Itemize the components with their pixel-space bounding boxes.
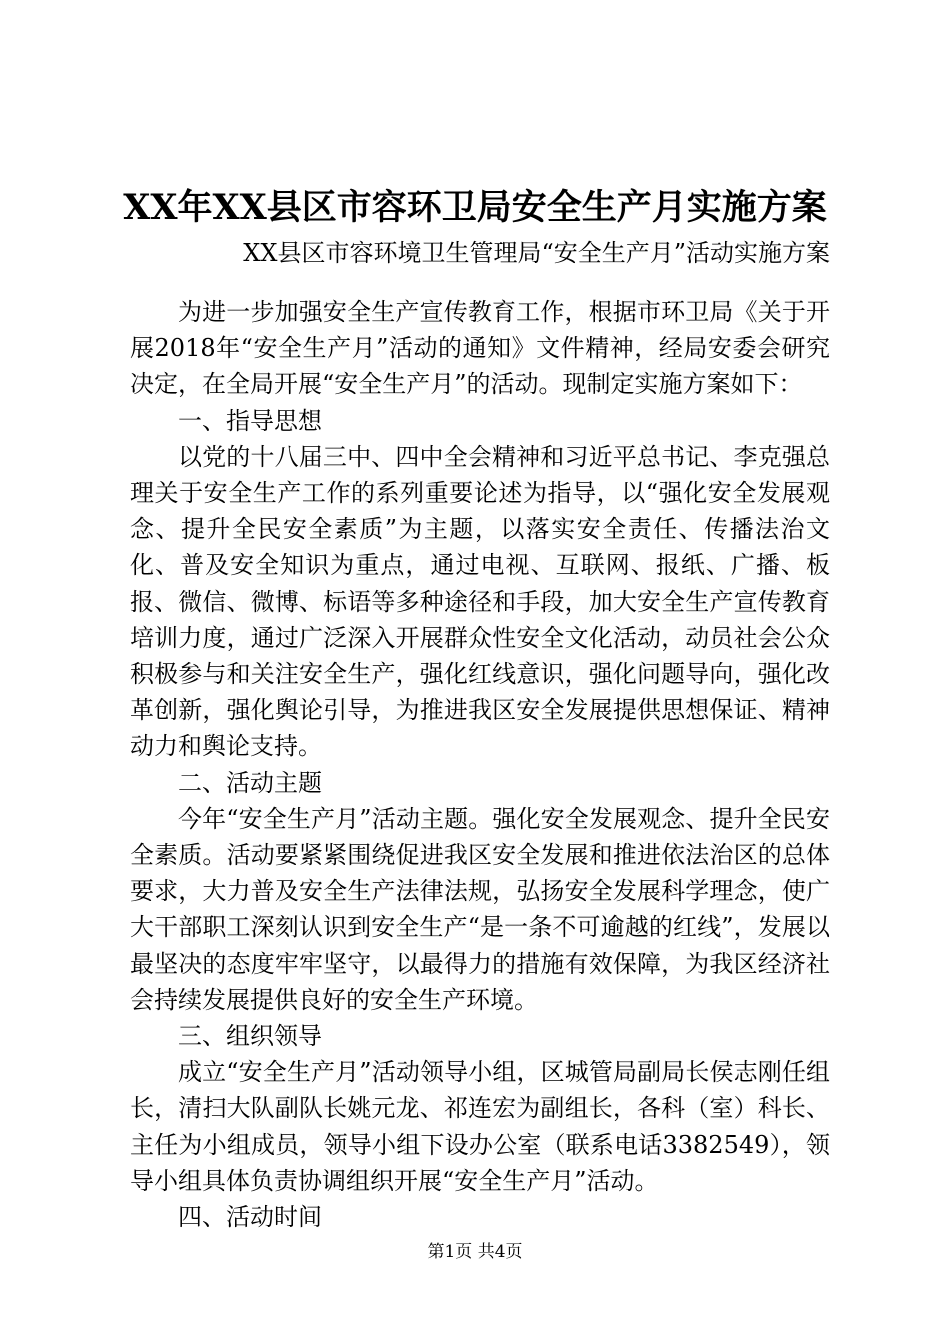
section-heading-4: 四、活动时间 bbox=[178, 1203, 322, 1232]
section-paragraph-2: 今年“安全生产月”活动主题。强化安全发展观念、提升全民安全素质。活动要紧紧围绕促进我区安全发展和推进依法治区的总体要求，大力普及安全生产法律法规，弘扬安全发展科学理念，使广大干部职工深刻认识到安全生产“是一条不可逾越的红线”，发展以最坚决的态度牢牢坚守，以最得力的措施有效保障，为我区经济社会持续发展提供良好的安全生产环境。 bbox=[130, 804, 830, 1014]
section-paragraph-1: 以党的十八届三中、四中全会精神和习近平总书记、李克强总理关于安全生产工作的系列重要论述为指导，以“强化安全发展观念、提升全民安全素质”为主题，以落实安全责任、传播法治文化、普及安全知识为重点，通过电视、互联网、报纸、广播、板报、微信、微博、标语等多种途径和手段，加大安全生产宣传教育培训力度，通过广泛深入开展群众性安全文化活动，动员社会公众积极参与和关注安全生产，强化红线意识，强化问题导向，强化改革创新，强化舆论引导，为推进我区安全发展提供思想保证、精神动力和舆论支持。 bbox=[130, 442, 830, 761]
section-heading-3: 三、组织领导 bbox=[178, 1022, 322, 1051]
intro-paragraph: 为进一步加强安全生产宣传教育工作，根据市环卫局《关于开展2018年“安全生产月”活动的通知》文件精神，经局安委会研究决定，在全局开展“安全生产月”的活动。现制定实施方案如下： bbox=[130, 298, 830, 399]
document-title: XX年XX县区市容环卫局安全生产月实施方案 bbox=[123, 187, 827, 228]
section-heading-2: 二、活动主题 bbox=[178, 768, 322, 797]
section-heading-1: 一、指导思想 bbox=[178, 406, 322, 435]
document-body bbox=[130, 294, 830, 1235]
page-number-footer: 第1页 共4页 bbox=[427, 1242, 523, 1262]
section-paragraph-3: 成立“安全生产月”活动领导小组，区城管局副局长侯志刚任组长，清扫大队副队长姚元龙、祁连宏为副组长，各科（室）科长、主任为小组成员，领导小组下设办公室（联系电话3382549），领导小组具体负责协调组织开展“安全生产月”活动。 bbox=[130, 1058, 830, 1195]
document-subtitle: XX县区市容环境卫生管理局“安全生产月”活动实施方案 bbox=[243, 239, 830, 267]
